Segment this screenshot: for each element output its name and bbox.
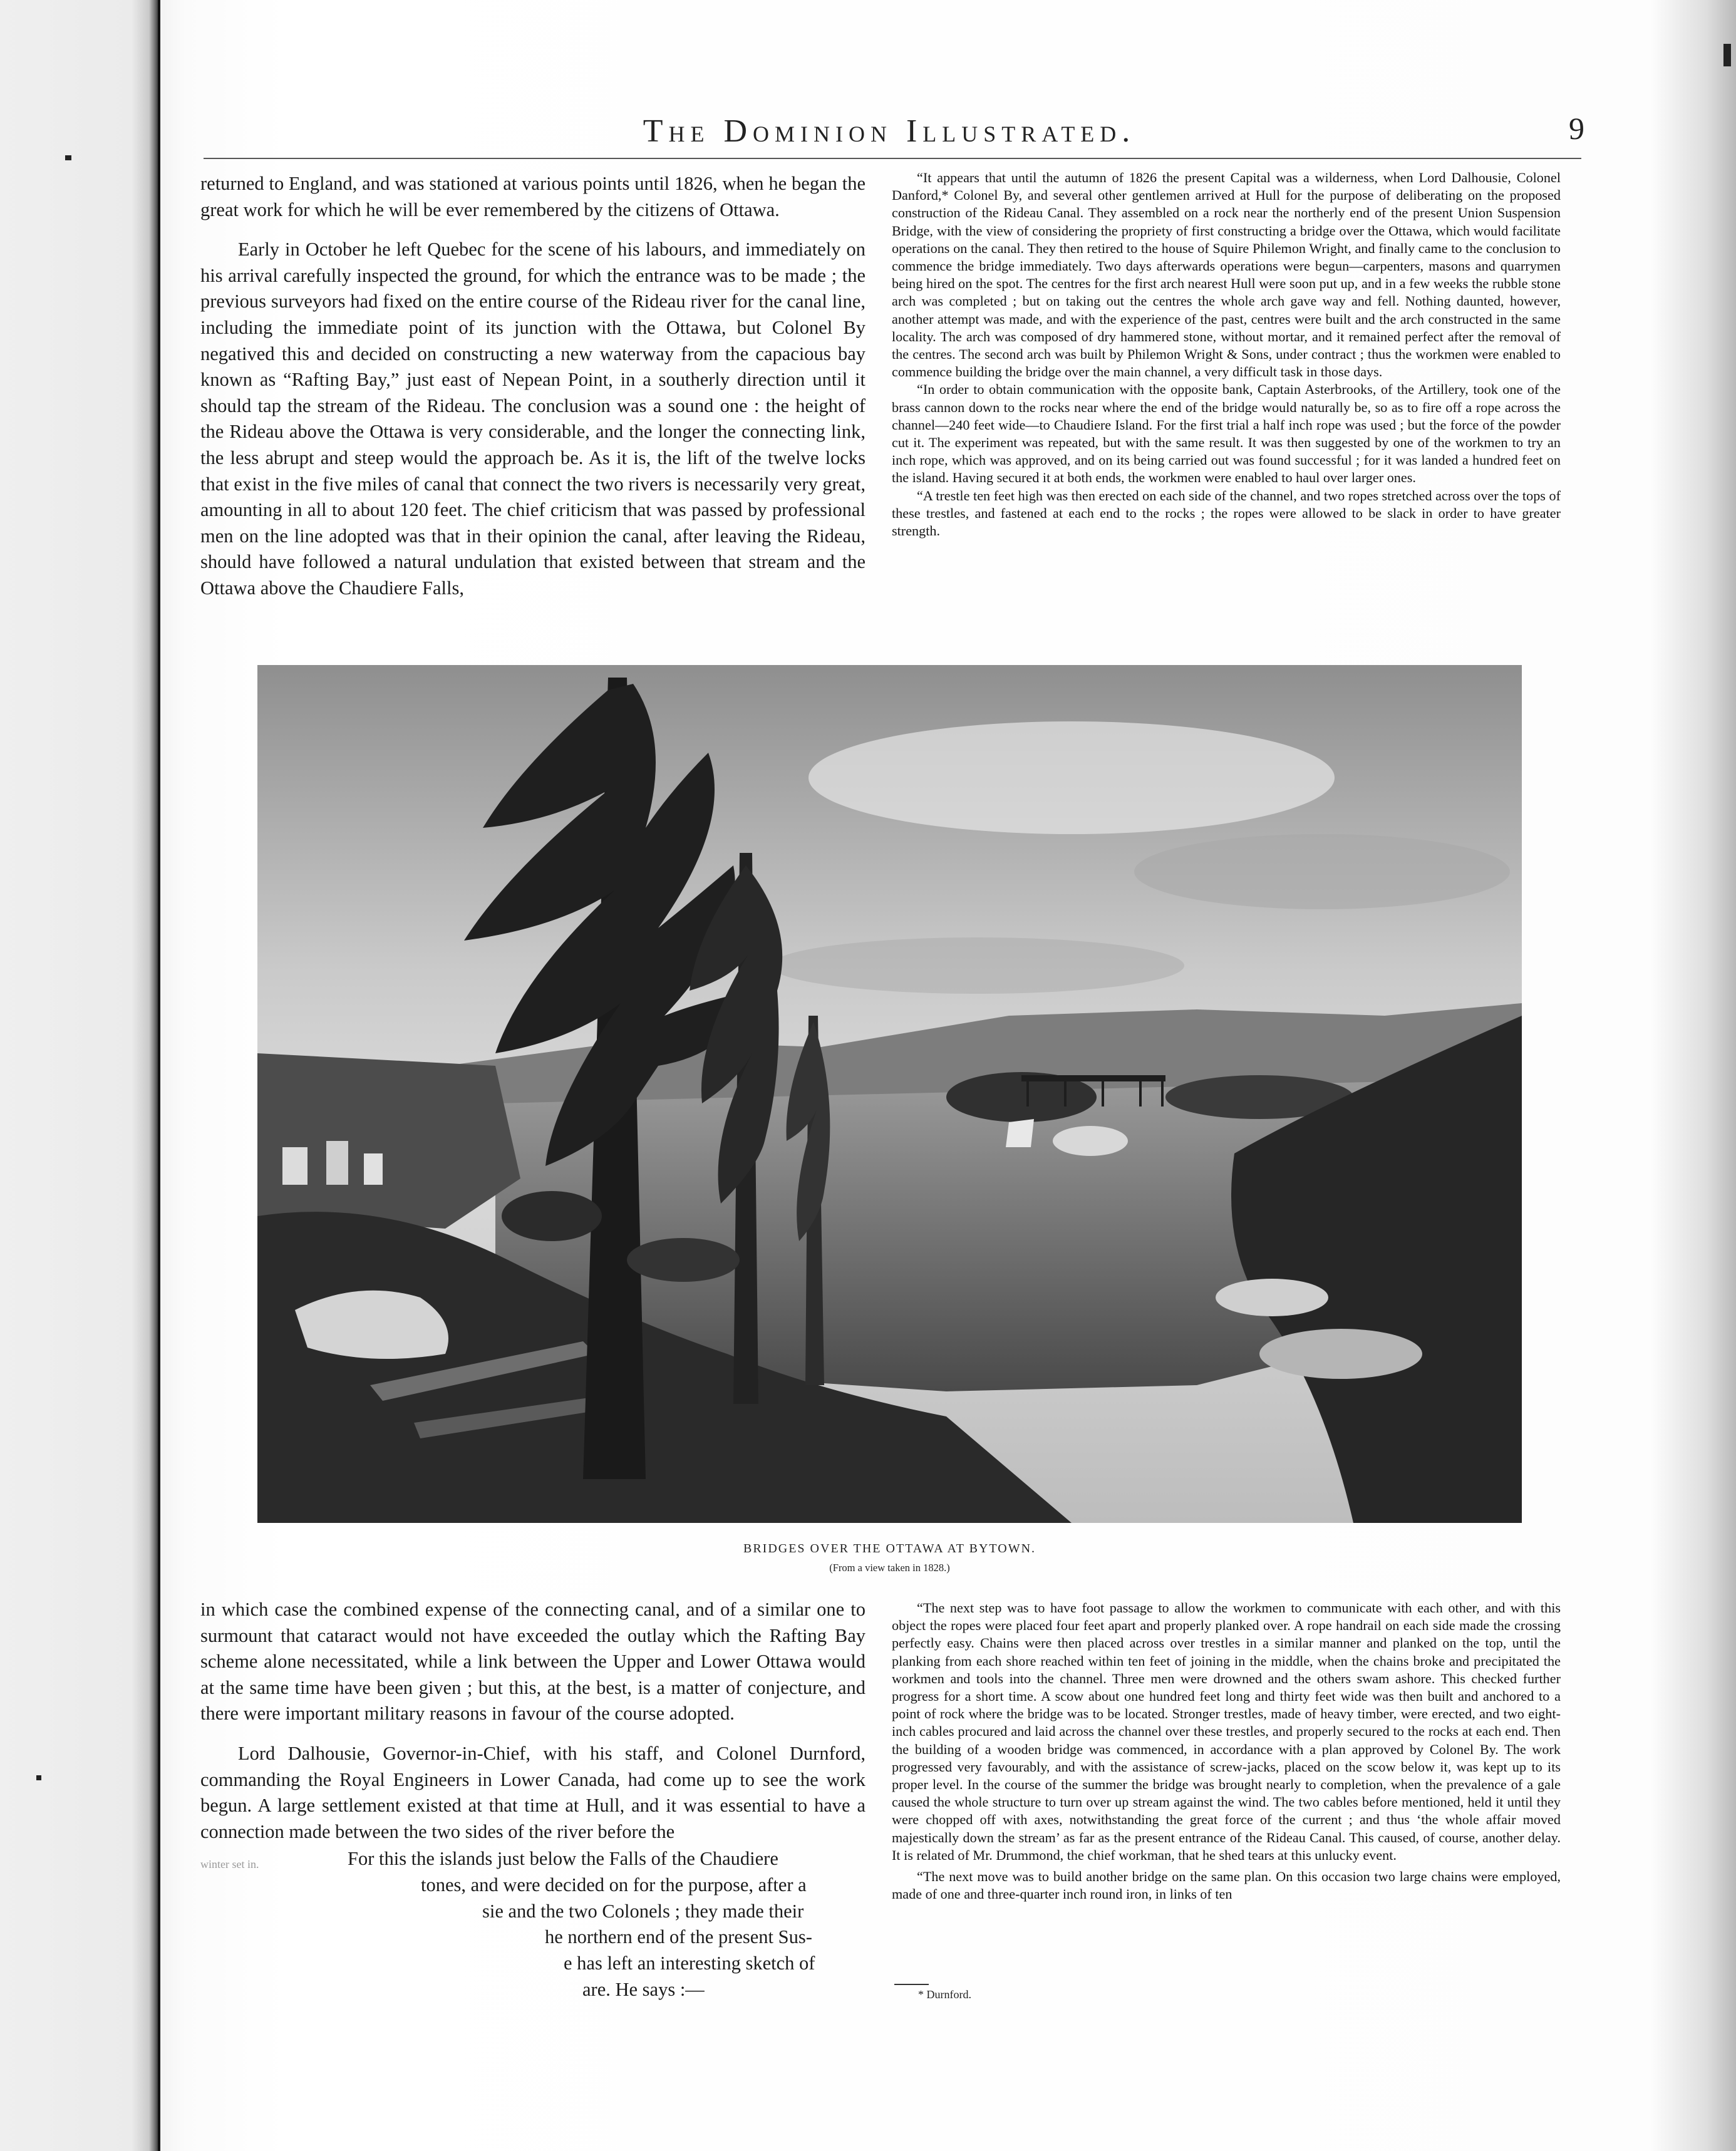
- header-rule: [204, 158, 1581, 159]
- damaged-text-fragment: e has left an interesting sketch of: [564, 1952, 815, 1974]
- article-paragraph: returned to England, and was stationed at various points until 1826, when he began the great work for which he will be ever remembered by the citizens of Ottawa.: [200, 173, 865, 220]
- page-header: [194, 113, 1584, 157]
- illustration-subcaption: (From a view taken in 1828.): [829, 1562, 950, 1574]
- article-paragraph: Early in October he left Quebec for the scene of his labours, and immediately on his arrival carefully inspected the ground, for which the entrance was to be made ; the previous surveyors had fixed on the entire course of the Rideau river for the canal line, including the immediate point of its junction with the Ottawa, but Colonel By negatived this and decided on constructing a new waterway from the capacious bay known as “Rafting Bay,” just east of Nepean Point, in a southerly direction until it should tap the stream of the Rideau. The conclusion was a sound one : the height of the Rideau above the Ottawa is very considerable, and the longer the connecting link, the less abrupt and steep would the approach be. As it is, the lift of the twelve locks that exist in the five miles of canal that connect the two rivers is necessarily very great, amounting in all to about 120 feet. The chief criticism that was passed by professional men on the line adopted was that in their opinion the canal, after leaving the Rideau, should have followed a natural undulation that existed between that stream and the Ottawa above the Chaudiere Falls,: [200, 239, 865, 599]
- damaged-text-fragment: winter set in.: [200, 1858, 259, 1870]
- footnote-rule: [894, 1984, 929, 1985]
- illustration-caption: BRIDGES OVER THE OTTAWA AT BYTOWN.: [743, 1542, 1036, 1555]
- quoted-paragraph: “In order to obtain communication with the opposite bank, Captain Asterbrooks, of the Artillery, took one of the brass cannon down to the rocks near where the end of the bridge would naturally be, so as to fire off a rope across the channel—240 feet wide—to Chaudiere Island. For the first trial a half inch rope was used ; but the force of the powder cut it. The experiment was repeated, but with the same result. It was then suggested by one of the workmen to try an inch rope, which was approved, and on its being carried out was found successful ; for it was landed a hundred feet on the island. Having secured it at both ends, the workmen were enabled to haul over larger ones.: [892, 381, 1561, 486]
- article-paragraph: in which case the combined expense of the connecting canal, and of a similar one to surmount that cataract would not have exceeded the outlay which the Rafting Bay scheme alone necessitated, while a link between the Upper and Lower Ottawa would at the same time have been given ; but this, at the best, is a matter of conjecture, and there were important military reasons in favour of the course adopted.: [200, 1599, 865, 1725]
- book-binding-gutter: [0, 0, 160, 2151]
- engraving-bridges-over-the-ottawa: [257, 665, 1522, 1523]
- damaged-text-fragment: he northern end of the present Sus-: [545, 1926, 812, 1947]
- running-title: The Dominion Illustrated.: [643, 113, 1136, 149]
- article-column-top-left: [200, 171, 865, 602]
- article-column-bottom-left: [200, 1597, 865, 1845]
- damaged-text-fragment: For this the islands just below the Falls of the Chaudiere: [348, 1848, 778, 1869]
- margin-speck: [65, 155, 71, 160]
- article-paragraph: Lord Dalhousie, Governor-in-Chief, with his staff, and Colonel Durnford, commanding the Royal Engineers in Lower Canada, had come up to see the work begun. A large settlement existed at that time at Hull, and it was essential to have a connection made between the two sides of the river before the: [200, 1742, 865, 1842]
- engraving-artwork: [257, 665, 1522, 1523]
- damaged-text-fragment: tones, and were decided on for the purpose, after a: [421, 1874, 807, 1896]
- quoted-paragraph: “It appears that until the autumn of 1826 the present Capital was a wilderness, when Lord Dalhousie, Colonel Danford,* Colonel By, and several other gentlemen arrived at Hull for the purpose of deliberating on the proposed construction of the Rideau Canal. They assembled on a rock near the northerly end of the present Union Suspension Bridge, with the view of considering the propriety of first constructing a bridge over the Ottawa, which would facilitate operations on the canal. They then retired to the house of Squire Philemon Wright, and finally came to the conclusion to commence the bridge immediately. Two days afterwards operations were begun—carpenters, masons and quarrymen being hired on the spot. The centres for the first arch nearest Hull were soon put up, and in a few weeks the rubble stone arch was completed ; but on taking out the centres the whole arch gave way and fell. Nothing daunted, however, another attempt was made, and with the experience of the past, centres were built and the arch constructed in the same locality. The arch was composed of dry hammered stone, without mortar, and it remained perfect after the removal of the centres. The second arch was built by Philemon Wright & Sons, under contract ; thus the workmen were enabled to commence building the bridge over the main channel, a very difficult task in those days.: [892, 170, 1561, 380]
- article-column-top-right: [892, 169, 1561, 540]
- page-number: 9: [1569, 111, 1584, 146]
- quoted-paragraph: “The next move was to build another bridge on the same plan. On this occasion two large chains were employed, made of one and three-quarter inch round iron, in links of ten: [892, 1869, 1561, 1902]
- footnote: * Durnford.: [918, 1988, 971, 2001]
- quoted-paragraph: “A trestle ten feet high was then erected on each side of the channel, and two ropes stretched across over the tops of these trestles, and fastened at each end to the rocks ; the ropes were allowed to be slack in order to have greater strength.: [892, 487, 1561, 539]
- article-column-bottom-right: [892, 1599, 1561, 1903]
- damaged-text-fragment: sie and the two Colonels ; they made their: [482, 1901, 804, 1922]
- margin-speck: [1723, 44, 1731, 66]
- margin-speck: [36, 1775, 41, 1780]
- page-edge-mark: [158, 0, 160, 2151]
- damaged-text-fragment: are. He says :—: [582, 1979, 705, 2000]
- quoted-paragraph: “The next step was to have foot passage to allow the workmen to communicate with each other, and with this object the ropes were placed four feet apart and properly planked over. A rope handrail on each side made the crossing perfectly easy. Chains were then placed across over trestles in a similar manner and planked on the top, until the planking from each shore reached within ten feet of joining in the middle, when the chains broke and precipitated the workmen and tools into the channel. Three men were drowned and the others swam ashore. This checked further progress for a short time. A scow about one hundred feet long and thirty feet wide was then built and anchored to a point of rock where the bridge was to be located. Stronger trestles, made of heavy timber, were erected, and two eight-inch cables procured and laid across the channel over these trestles, and properly secured to the rocks at each end. Then the building of a wooden bridge was commenced, in accordance with a plan approved by Colonel By. The work progressed very favourably, and with the assistance of screw-jacks, placed on the scow below it, was kept up to its proper level. In the course of the summer the bridge was brought nearly to completion, when the prevalence of a gale caused the whole structure to turn over up stream against the wind. The two cables before mentioned, held it until they were chopped off with axes, notwithstanding the great force of the current ; and thus ‘the whole affair moved majestically down the stream’ as far as the present entrance of the Rideau Canal. This caused, of course, another delay. It is related of Mr. Drummond, the chief workman, that he shed tears at this unlucky event.: [892, 1600, 1561, 1863]
